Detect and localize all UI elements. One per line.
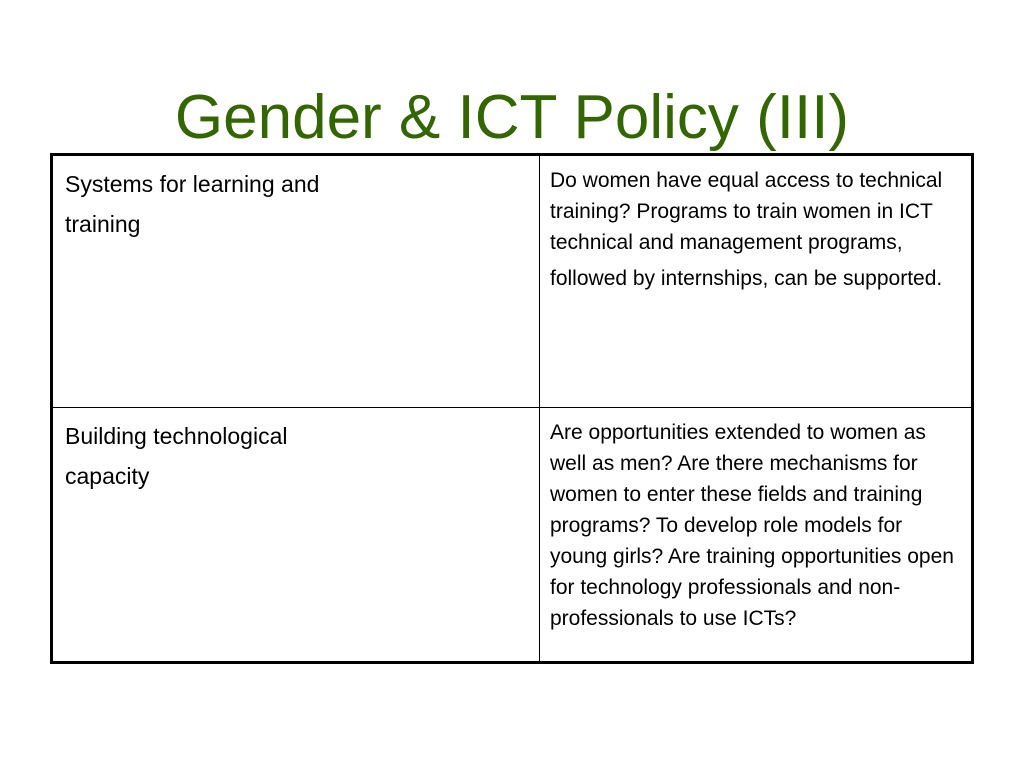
row-description-paragraph: followed by internships, can be supported. (550, 267, 943, 290)
row-description-cell (540, 408, 973, 663)
row-topic-cell (52, 155, 540, 408)
row-description-paragraph: Do women have equal access to technical training? Programs to train women in ICT technical and management programs, (550, 169, 943, 254)
row-topic-line: training (65, 211, 141, 237)
policy-table (50, 153, 974, 664)
row-description-cell (540, 155, 973, 408)
row-topic-cell (52, 408, 540, 663)
table-row (52, 408, 973, 663)
row-topic-line: Systems for learning and (65, 171, 320, 197)
slide-title: Gender & ICT Policy (III) (174, 83, 850, 152)
table-row (52, 155, 973, 408)
row-topic-line: capacity (65, 463, 150, 490)
row-topic-line: Building technological (65, 423, 288, 450)
row-description-paragraph: Are opportunities extended to women as well as men? Are there mechanisms for women to enter these fields and training programs? To develop role models for young girls? Are training opportunities open for technology professionals and non-professionals to use ICTs? (550, 421, 954, 631)
